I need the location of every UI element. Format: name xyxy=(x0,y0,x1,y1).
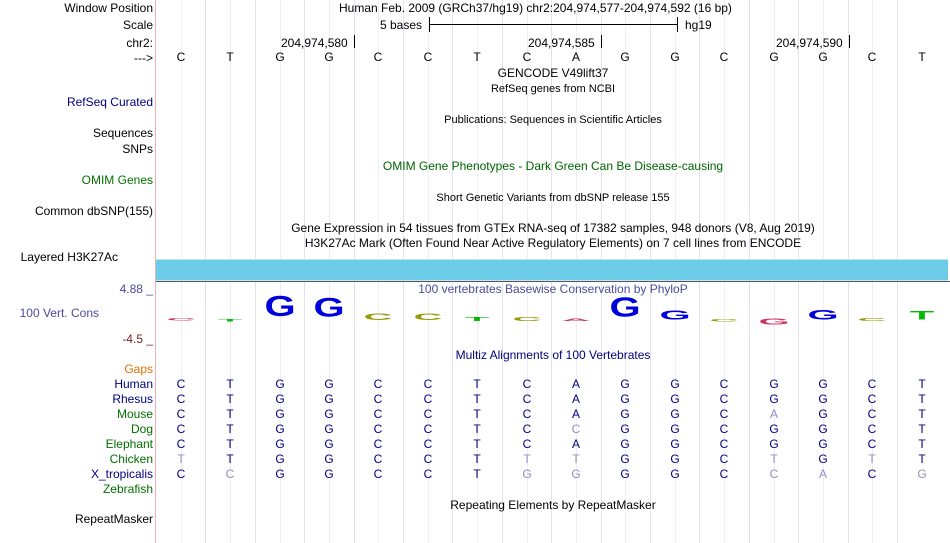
alignment-base: G xyxy=(324,437,334,451)
species-label[interactable]: X_tropicalis xyxy=(90,467,153,481)
alignment-base: C xyxy=(571,422,581,436)
alignment-base: G xyxy=(522,467,532,481)
omim-track-title[interactable]: OMIM Gene Phenotypes - Dark Green Can Be Disease-causing xyxy=(382,159,724,173)
alignment-base: C xyxy=(522,407,532,421)
alignment-base: C xyxy=(719,437,729,451)
alignment-base: T xyxy=(473,377,481,391)
alignment-base: C xyxy=(373,437,383,451)
alignment-base: G xyxy=(818,407,828,421)
alignment-base: C xyxy=(867,392,877,406)
alignment-base: T xyxy=(868,452,876,466)
reference-base: A xyxy=(571,50,580,64)
h3k27ac-track-label[interactable]: Layered H3K27Ac xyxy=(20,250,118,264)
alignment-base: C xyxy=(867,377,877,391)
alignment-base: C xyxy=(719,392,729,406)
alignment-base: G xyxy=(275,452,285,466)
alignment-base: G xyxy=(818,377,828,391)
alignment-base: A xyxy=(571,377,580,391)
alignment-base: G xyxy=(769,422,779,436)
alignment-base: G xyxy=(275,467,285,481)
alignment-base: A xyxy=(571,437,580,451)
reference-base: C xyxy=(176,50,186,64)
species-label[interactable]: Dog xyxy=(130,422,153,436)
reference-base: T xyxy=(918,50,926,64)
coord-label-1: 204,974,580 xyxy=(281,36,348,50)
multiz-track-title[interactable]: Multiz Alignments of 100 Vertebrates xyxy=(455,348,651,362)
alignment-base: T xyxy=(523,452,531,466)
species-label[interactable]: Human xyxy=(114,377,153,391)
alignment-base: T xyxy=(473,407,481,421)
species-label[interactable]: Chicken xyxy=(109,452,153,466)
alignment-base: C xyxy=(176,437,186,451)
reference-base: C xyxy=(719,50,729,64)
alignment-base: C xyxy=(423,437,433,451)
alignment-base: G xyxy=(769,392,779,406)
alignment-base: C xyxy=(522,437,532,451)
alignment-base: T xyxy=(226,422,234,436)
alignment-base: G xyxy=(670,407,680,421)
scale-bar xyxy=(429,24,677,25)
position-text: Human Feb. 2009 (GRCh37/hg19) chr2:204,974,577-204,974,592 (16 bp) xyxy=(339,1,732,15)
window-position-label: Window Position xyxy=(64,1,153,15)
alignment-base: G xyxy=(324,377,334,391)
alignment-base: C xyxy=(719,422,729,436)
alignment-base: T xyxy=(770,452,778,466)
conservation-letter: G xyxy=(659,308,691,323)
species-label[interactable]: Rhesus xyxy=(112,392,153,406)
alignment-base: G xyxy=(275,407,285,421)
omim-track-label[interactable]: OMIM Genes xyxy=(81,173,153,187)
alignment-base: G xyxy=(670,467,680,481)
alignment-base: C xyxy=(522,422,532,436)
alignment-base: G xyxy=(818,452,828,466)
dbsnp-track-title[interactable]: Short Genetic Variants from dbSNP release 155 xyxy=(436,192,670,204)
alignment-base: G xyxy=(620,437,630,451)
alignment-base: G xyxy=(324,392,334,406)
coord-label-3: 204,974,590 xyxy=(776,36,843,50)
alignment-base: T xyxy=(226,452,234,466)
species-label[interactable]: Mouse xyxy=(116,407,153,421)
reference-base: G xyxy=(818,50,828,64)
scale-text: 5 bases xyxy=(380,18,423,32)
alignment-base: G xyxy=(620,392,630,406)
reference-base: G xyxy=(769,50,779,64)
conservation-letter: T xyxy=(909,309,935,323)
alignment-base: T xyxy=(226,392,234,406)
dbsnp-track-label[interactable]: Common dbSNP(155) xyxy=(34,204,153,218)
publications-track-title[interactable]: Publications: Sequences in Scientific Articles xyxy=(444,114,662,126)
alignment-base: C xyxy=(373,422,383,436)
alignment-base: G xyxy=(818,392,828,406)
reference-base: G xyxy=(324,50,334,64)
sequences-track-label[interactable]: Sequences xyxy=(92,126,153,140)
alignment-base: C xyxy=(373,377,383,391)
alignment-base: C xyxy=(373,452,383,466)
alignment-base: C xyxy=(867,437,877,451)
alignment-base: G xyxy=(620,467,630,481)
alignment-base: G xyxy=(324,407,334,421)
conservation-letter: G xyxy=(313,293,345,324)
alignment-base: T xyxy=(473,452,481,466)
conservation-letter: G xyxy=(758,317,790,327)
reference-base: T xyxy=(473,50,481,64)
alignment-base: G xyxy=(818,437,828,451)
reference-base: G xyxy=(670,50,680,64)
alignment-base: A xyxy=(769,407,778,421)
alignment-base: G xyxy=(670,377,680,391)
reference-base: T xyxy=(226,50,234,64)
alignment-base: C xyxy=(719,377,729,391)
alignment-base: T xyxy=(473,437,481,451)
alignment-base: A xyxy=(818,467,827,481)
conservation-max-label: 4.88 _ xyxy=(119,282,153,296)
conservation-letter: C xyxy=(709,318,739,323)
species-label[interactable]: Zebrafish xyxy=(102,482,153,496)
conservation-letter: G xyxy=(609,292,641,324)
alignment-base: T xyxy=(918,452,926,466)
repeatmasker-track-title[interactable]: Repeating Elements by RepeatMasker xyxy=(450,498,656,512)
alignment-base: T xyxy=(918,422,926,436)
alignment-base: C xyxy=(423,467,433,481)
coord-tick-1 xyxy=(354,35,355,48)
h3k27ac-track-title[interactable]: H3K27Ac Mark (Often Found Near Active Regulatory Elements) on 7 cell lines from ENCODE xyxy=(304,236,802,250)
conservation-track-title[interactable]: 100 vertebrates Basewise Conservation by PhyloP xyxy=(418,282,688,296)
alignment-base: T xyxy=(226,377,234,391)
alignment-base: C xyxy=(225,467,235,481)
alignment-base: T xyxy=(226,437,234,451)
coord-tick-2 xyxy=(601,35,602,48)
scale-db: hg19 xyxy=(685,18,712,32)
alignment-base: T xyxy=(572,452,580,466)
alignment-base: C xyxy=(423,377,433,391)
refseq-track-label[interactable]: RefSeq Curated xyxy=(66,95,153,109)
alignment-base: C xyxy=(423,407,433,421)
alignment-base: G xyxy=(324,467,334,481)
gencode-track-title[interactable]: GENCODE V49lift37 xyxy=(497,66,609,80)
alignment-base: G xyxy=(769,437,779,451)
strand-arrow-label[interactable]: ---> xyxy=(134,51,153,65)
alignment-base: C xyxy=(176,392,186,406)
alignment-base: C xyxy=(867,422,877,436)
alignment-base: T xyxy=(918,392,926,406)
alignment-base: C xyxy=(176,467,186,481)
alignment-base: C xyxy=(719,407,729,421)
species-label[interactable]: Elephant xyxy=(105,437,153,451)
scale-bar-right-tick xyxy=(677,17,678,32)
alignment-base: C xyxy=(176,377,186,391)
alignment-base: G xyxy=(324,422,334,436)
scale-label: Scale xyxy=(122,18,153,32)
reference-base: G xyxy=(275,50,285,64)
alignment-base: C xyxy=(373,467,383,481)
alignment-base: C xyxy=(522,392,532,406)
conservation-min-label: -4.5 _ xyxy=(122,332,153,346)
alignment-base: G xyxy=(620,422,630,436)
reference-base: C xyxy=(522,50,532,64)
conservation-letter: G xyxy=(807,307,839,323)
alignment-base: C xyxy=(719,467,729,481)
conservation-letter: G xyxy=(264,291,296,324)
alignment-base: A xyxy=(571,407,580,421)
reference-base: C xyxy=(867,50,877,64)
conservation-letter: C xyxy=(166,317,196,322)
alignment-base: T xyxy=(177,452,185,466)
reference-base: C xyxy=(373,50,383,64)
reference-base: C xyxy=(423,50,433,64)
alignment-base: G xyxy=(769,377,779,391)
conservation-letter: C xyxy=(363,312,393,323)
alignment-base: T xyxy=(473,467,481,481)
conservation-letter: A xyxy=(561,317,591,322)
alignment-base: G xyxy=(275,437,285,451)
snps-track-label[interactable]: SNPs xyxy=(122,142,153,156)
conservation-track-label[interactable]: 100 Vert. Cons xyxy=(19,306,99,320)
conservation-letter: C xyxy=(413,312,443,323)
chrom-label: chr2: xyxy=(126,36,153,50)
alignment-base: G xyxy=(620,407,630,421)
alignment-base: T xyxy=(918,377,926,391)
alignment-base: C xyxy=(176,407,186,421)
conservation-letter: C xyxy=(857,317,887,323)
alignment-base: G xyxy=(620,452,630,466)
alignment-base: T xyxy=(918,407,926,421)
coord-label-2: 204,974,585 xyxy=(528,36,595,50)
alignment-base: G xyxy=(324,452,334,466)
alignment-base: T xyxy=(473,422,481,436)
alignment-base: C xyxy=(769,467,779,481)
alignment-base: T xyxy=(226,407,234,421)
alignment-base: C xyxy=(867,407,877,421)
alignment-base: C xyxy=(176,422,186,436)
conservation-letter: C xyxy=(512,316,542,323)
h3k27ac-signal-bar[interactable] xyxy=(156,259,948,281)
alignment-base: C xyxy=(423,392,433,406)
coord-tick-3 xyxy=(849,35,850,48)
alignment-base: C xyxy=(719,452,729,466)
alignment-base: C xyxy=(373,392,383,406)
alignment-base: G xyxy=(670,392,680,406)
alignment-base: C xyxy=(423,422,433,436)
gaps-label[interactable]: Gaps xyxy=(124,362,153,376)
conservation-letter: T xyxy=(464,315,490,323)
alignment-base: T xyxy=(918,437,926,451)
alignment-base: G xyxy=(275,422,285,436)
alignment-base: G xyxy=(670,422,680,436)
repeatmasker-track-label[interactable]: RepeatMasker xyxy=(74,512,153,526)
alignment-base: G xyxy=(818,422,828,436)
alignment-base: C xyxy=(373,407,383,421)
alignment-base: C xyxy=(423,452,433,466)
alignment-base: C xyxy=(867,467,877,481)
alignment-base: A xyxy=(571,392,580,406)
alignment-base: G xyxy=(620,377,630,391)
alignment-base: G xyxy=(275,392,285,406)
alignment-base: G xyxy=(571,467,581,481)
alignment-base: C xyxy=(522,377,532,391)
conservation-letter: T xyxy=(217,318,243,323)
alignment-base: G xyxy=(670,437,680,451)
alignment-base: G xyxy=(917,467,927,481)
alignment-base: G xyxy=(670,452,680,466)
alignment-base: T xyxy=(473,392,481,406)
refseq-track-title[interactable]: RefSeq genes from NCBI xyxy=(490,83,616,95)
alignment-base: G xyxy=(275,377,285,391)
reference-base: G xyxy=(620,50,630,64)
gtex-track-title[interactable]: Gene Expression in 54 tissues from GTEx RNA-seq of 17382 samples, 948 donors (V8, Aug 2019) xyxy=(291,221,815,235)
